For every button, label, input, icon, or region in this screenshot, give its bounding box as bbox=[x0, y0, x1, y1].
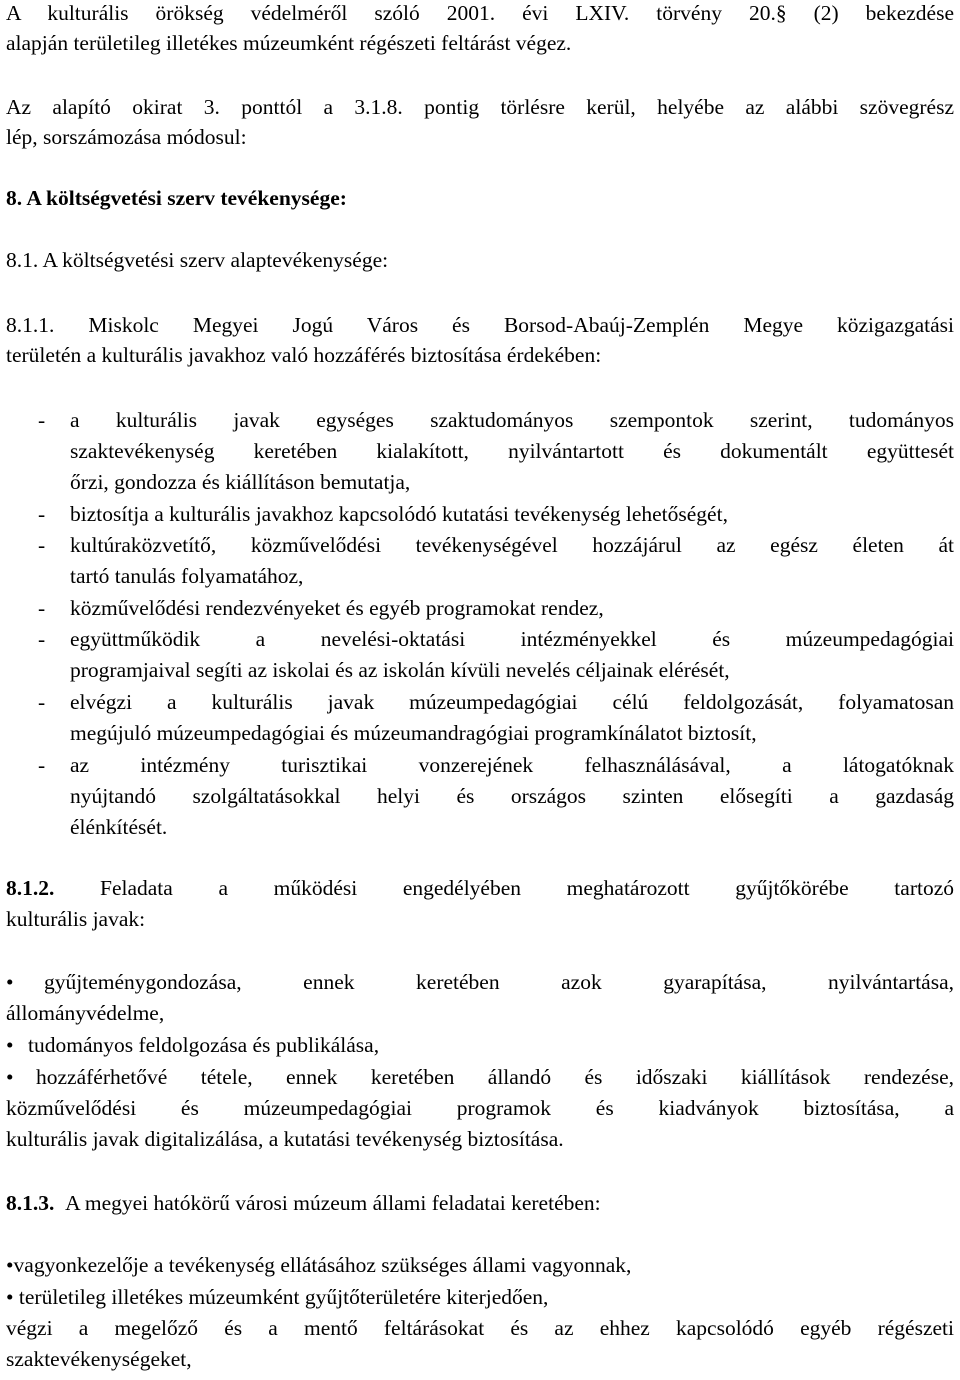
bullet-marker: • bbox=[6, 1065, 14, 1089]
list-item-2: biztosítja a kulturális javakhoz kapcsolódó kutatási tevékenység lehetőségét, bbox=[70, 502, 728, 526]
bullet-marker: • bbox=[6, 970, 14, 994]
dash-marker: - bbox=[38, 627, 46, 651]
bullet-item-3: hozzáférhetővé tétele, ennek keretében állandó és időszaki kiállítások rendezése, bbox=[36, 1065, 954, 1089]
list-item-3: kultúraközvetítő, közművelődési tevékenységével hozzájárul az egész életen át bbox=[70, 533, 954, 557]
list-item-4: közművelődési rendezvényeket és egyéb programokat rendez, bbox=[70, 596, 604, 620]
bullet-item-2: tudományos feldolgozása és publikálása, bbox=[28, 1033, 380, 1057]
amend-line-1: Az alapító okirat 3. ponttól a 3.1.8. pontig törlésre kerül, helyébe az alábbi szövegrész bbox=[6, 95, 954, 119]
dash-marker: - bbox=[38, 596, 46, 620]
dash-marker: - bbox=[38, 690, 46, 714]
list-item-5: együttműködik a nevelési-oktatási intézményekkel és múzeumpedagógiai bbox=[70, 627, 954, 651]
bullet-marker: • bbox=[6, 1033, 14, 1057]
list-item-1-cont: őrzi, gondozza és kiállításon bemutatja, bbox=[70, 470, 411, 494]
section-8-1-1-line-2: területén a kulturális javakhoz való hozzáférés biztosítása érdekében: bbox=[6, 343, 602, 367]
section-8-1-3-line-4: szaktevékenységeket, bbox=[6, 1347, 192, 1371]
heading-8: 8. A költségvetési szerv tevékenysége: bbox=[6, 186, 347, 210]
list-item-5-cont: programjaival segíti az iskolai és az iskolán kívüli nevelés céljainak elérését, bbox=[70, 658, 730, 682]
bullet-item: •vagyonkezelője a tevékenység ellátásához szükséges állami vagyonnak, bbox=[6, 1253, 632, 1277]
list-item-6: elvégzi a kulturális javak múzeumpedagógiai célú feldolgozását, folyamatosan bbox=[70, 690, 954, 714]
section-8-1-1-line-1: 8.1.1. Miskolc Megyei Jogú Város és Borsod-Abaúj-Zemplén Megye közigazgatási bbox=[6, 313, 955, 337]
list-item-7: az intézmény turisztikai vonzerejének felhasználásával, a látogatóknak bbox=[70, 753, 954, 777]
list-item-7-cont: élénkítését. bbox=[70, 815, 168, 839]
section-8-1-3-line-1: 8.1.3. A megyei hatókörű városi múzeum állami feladatai keretében: bbox=[6, 1191, 601, 1215]
bullet-item-3-cont: közművelődési és múzeumpedagógiai programok és kiadványok biztosítása, a bbox=[6, 1096, 954, 1120]
bullet-item-1: gyűjteménygondozása, ennek keretében azok gyarapítása, nyilvántartása, bbox=[44, 970, 954, 994]
list-item-3-cont: tartó tanulás folyamatához, bbox=[70, 564, 304, 588]
section-8-1-2-line-1: 8.1.2. Feladata a működési engedélyében meghatározott gyűjtőkörébe tartozó bbox=[6, 876, 954, 900]
heading-8-1: 8.1. A költségvetési szerv alaptevékenysége: bbox=[6, 248, 389, 272]
list-item-6-cont: megújuló múzeumpedagógiai és múzeumandragógiai programkínálatot biztosít, bbox=[70, 721, 757, 745]
bullet-item: • területileg illetékes múzeumként gyűjtőterületére kiterjedően, bbox=[6, 1285, 549, 1309]
list-item-7-cont: nyújtandó szolgáltatásokkal helyi és országos szinten elősegíti a gazdaság bbox=[70, 784, 954, 808]
bullet-item-3-cont: kulturális javak digitalizálása, a kutatási tevékenység biztosítása. bbox=[6, 1127, 564, 1151]
dash-marker: - bbox=[38, 533, 46, 557]
section-8-1-2-line-2: kulturális javak: bbox=[6, 907, 146, 931]
list-item-1: a kulturális javak egységes szaktudományos szempontok szerint, tudományos bbox=[70, 408, 954, 432]
dash-marker: - bbox=[38, 753, 46, 777]
section-8-1-3-line-3: végzi a megelőző és a mentő feltárásokat és az ehhez kapcsolódó egyéb régészeti bbox=[6, 1316, 954, 1340]
amend-line-2: lép, sorszámozása módosul: bbox=[6, 125, 247, 149]
list-item-1-cont: szaktevékenység keretében kialakított, nyilvántartott és dokumentált együttesét bbox=[70, 439, 954, 463]
dash-marker: - bbox=[38, 502, 46, 526]
intro-line-1: A kulturális örökség védelméről szóló 2001. évi LXIV. törvény 20.§ (2) bekezdése bbox=[6, 1, 954, 25]
dash-marker: - bbox=[38, 408, 46, 432]
bullet-item-1-cont: állományvédelme, bbox=[6, 1001, 165, 1025]
intro-line-2: alapján területileg illetékes múzeumként régészeti feltárást végez. bbox=[6, 31, 572, 55]
